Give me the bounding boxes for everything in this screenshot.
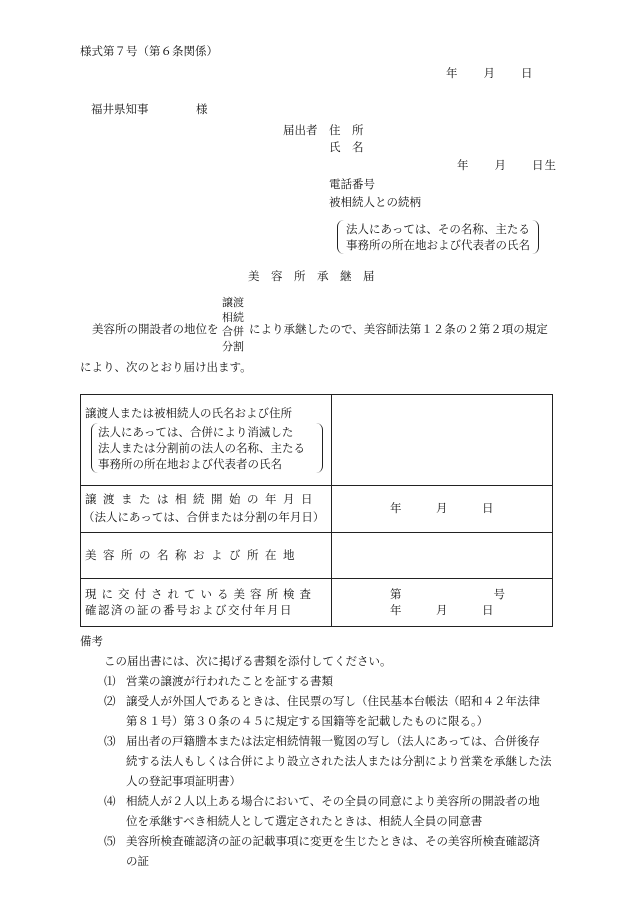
note-item: [104, 674, 333, 689]
corporate-note-line: 事務所の所在地および代表者の氏名: [346, 238, 530, 252]
phone-label: 電話番号: [329, 177, 375, 191]
note-number: ⑶: [104, 734, 116, 748]
address-label: 住 所: [329, 123, 364, 137]
salon-name-label-cell: [81, 533, 332, 579]
body-text-before: 美容所の開設者の地位を: [92, 322, 219, 336]
note-number: ⑷: [104, 794, 116, 808]
inspection-cert-label-line1: 現に交付されている美容所検査: [85, 586, 316, 601]
transferor-label: 譲渡人または被相続人の氏名および住所: [85, 406, 292, 421]
corporate-note-bracket: [337, 220, 539, 254]
transferor-value-cell[interactable]: [332, 395, 553, 486]
table-row: [81, 486, 553, 533]
note-line: 第８１号）第３０条の４５に規定する国籍等を記載したものに限る。）: [126, 714, 489, 728]
inspection-cert-label-line2: 確認済の証の番号および交付年月日: [85, 602, 293, 617]
salon-name-value-cell[interactable]: [332, 533, 553, 579]
transferor-corp-bracket: [91, 423, 323, 473]
note-item: [104, 794, 540, 809]
corporate-note-line: 法人にあっては、その名称、主たる: [346, 222, 530, 236]
note-number: ⑴: [104, 674, 116, 688]
transfer-date-sublabel: （法人にあっては、合併または分割の年月日）: [83, 510, 325, 524]
bracket-line: 法人または分割前の法人の名称、主たる: [98, 440, 305, 455]
inspection-cert-label-cell: [81, 579, 332, 627]
body-text-after: により承継したので、美容師法第１２条の２第２項の規定: [249, 322, 548, 336]
birth-date-line: 年 月 日生: [457, 158, 557, 172]
option-merger: 合併: [222, 325, 244, 338]
succession-form-table: [80, 394, 553, 627]
inspection-cert-value-cell[interactable]: [332, 579, 553, 627]
document-title: 美 容 所 承 継 届: [248, 269, 375, 283]
transfer-date-value-cell[interactable]: [332, 486, 553, 533]
table-row: [81, 395, 553, 486]
note-line: 相続人が２人以上ある場合において、その全員の同意により美容所の開設者の地: [126, 794, 540, 808]
bracket-line: 法人にあっては、合併により消滅した: [98, 424, 294, 439]
note-line: 続する法人もしくは合併により設立された法人または分割により営業を承継した法: [126, 754, 552, 768]
option-transfer: 譲渡: [222, 296, 244, 309]
applicant-role-label: 届出者: [283, 123, 318, 137]
note-item: [104, 834, 540, 849]
addressee-honorific: 様: [196, 102, 208, 116]
name-label: 氏 名: [329, 140, 364, 154]
bracket-line: 事務所の所在地および代表者の氏名: [98, 456, 282, 471]
form-number: 様式第７号（第６条関係）: [80, 44, 218, 58]
transfer-date-label-cell: [81, 486, 332, 533]
cert-number-value: 第 号: [390, 586, 505, 601]
option-inheritance: 相続: [222, 310, 244, 324]
relation-label: 被相続人との続柄: [329, 195, 421, 209]
note-item: [104, 694, 540, 709]
salon-name-label: 美容所の名称および所在地: [85, 547, 301, 562]
notes-intro: この届出書には、次に掲げる書類を添付してください。: [104, 654, 392, 668]
note-line: 届出者の戸籍謄本または法定相続情報一覧図の写し（法人にあっては、合併後存: [126, 734, 540, 748]
cert-date-value: 年 月 日: [390, 602, 494, 617]
submission-date: 年 月 日: [446, 66, 534, 80]
succession-type-options: [222, 296, 244, 354]
addressee-name: 福井県知事: [91, 102, 149, 116]
table-row: [81, 533, 553, 579]
note-item: [104, 734, 540, 749]
note-line: 位を承継すべき相続人として選定されたときは、相続人全員の同意書: [126, 814, 483, 828]
note-line: 美容所検査確認済の証の記載事項に変更を生じたときは、その美容所検査確認済: [126, 834, 540, 848]
transfer-date-value: 年 月 日: [390, 501, 494, 516]
notes-heading: 備考: [80, 634, 103, 648]
note-number: ⑸: [104, 834, 116, 848]
note-line: 譲受人が外国人であるときは、住民票の写し（住民基本台帳法（昭和４２年法律: [126, 694, 540, 708]
note-number: ⑵: [104, 694, 116, 708]
note-line: 営業の譲渡が行われたことを証する書類: [126, 674, 333, 688]
transfer-date-label: 譲渡または相続開始の年月日: [85, 492, 319, 507]
transferor-label-cell: [81, 395, 332, 486]
option-split: 分割: [222, 339, 244, 353]
note-line: の証: [126, 854, 149, 868]
note-line: 人の登記事項証明書）: [126, 774, 241, 788]
body-text-line2: により、次のとおり届け出ます。: [80, 360, 252, 374]
table-row: [81, 579, 553, 627]
